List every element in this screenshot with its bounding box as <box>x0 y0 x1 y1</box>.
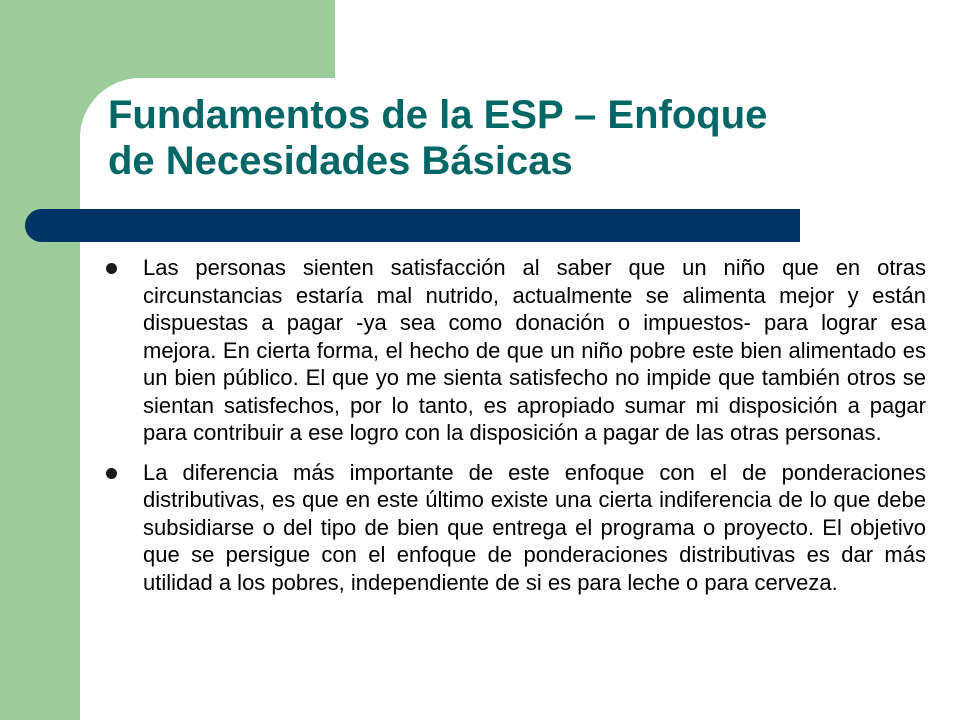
title-underline-bar <box>25 209 800 242</box>
bullet-text: Las personas sienten satisfacción al saber que un niño que en otras circunstancias estaría mal nutrido, actualmente se alimenta mejor y están dispuestas a pagar -ya sea como donación o impuestos- para lograr esa mejora. En cierta forma, el hecho de que un niño pobre este bien alimentado es un bien público. El que yo me sienta satisfecho no impide que también otros se sientan satisfechos, por lo tanto, es apropiado sumar mi disposición a pagar para contribuir a ese logro con la disposición a pagar de las otras personas. <box>143 255 926 445</box>
bullet-dot-icon <box>106 263 117 274</box>
slide-title-line-1: Fundamentos de la ESP – Enfoque <box>108 93 768 137</box>
bullet-item <box>106 254 926 447</box>
bullet-item <box>106 459 926 597</box>
slide-title-line-2: de Necesidades Básicas <box>108 139 573 183</box>
bullet-dot-icon <box>106 468 117 479</box>
bullet-text: La diferencia más importante de este enfoque con el de ponderaciones distributivas, es que en este último existe una cierta indiferencia de lo que debe subsidiarse o del tipo de bien que entrega el programa o proyecto. El objetivo que se persigue con el enfoque de ponderaciones distributivas es dar más utilidad a los pobres, independiente de si es para leche o para cerveza. <box>143 459 926 595</box>
bullet-list <box>106 254 926 608</box>
slide-title <box>108 92 928 184</box>
